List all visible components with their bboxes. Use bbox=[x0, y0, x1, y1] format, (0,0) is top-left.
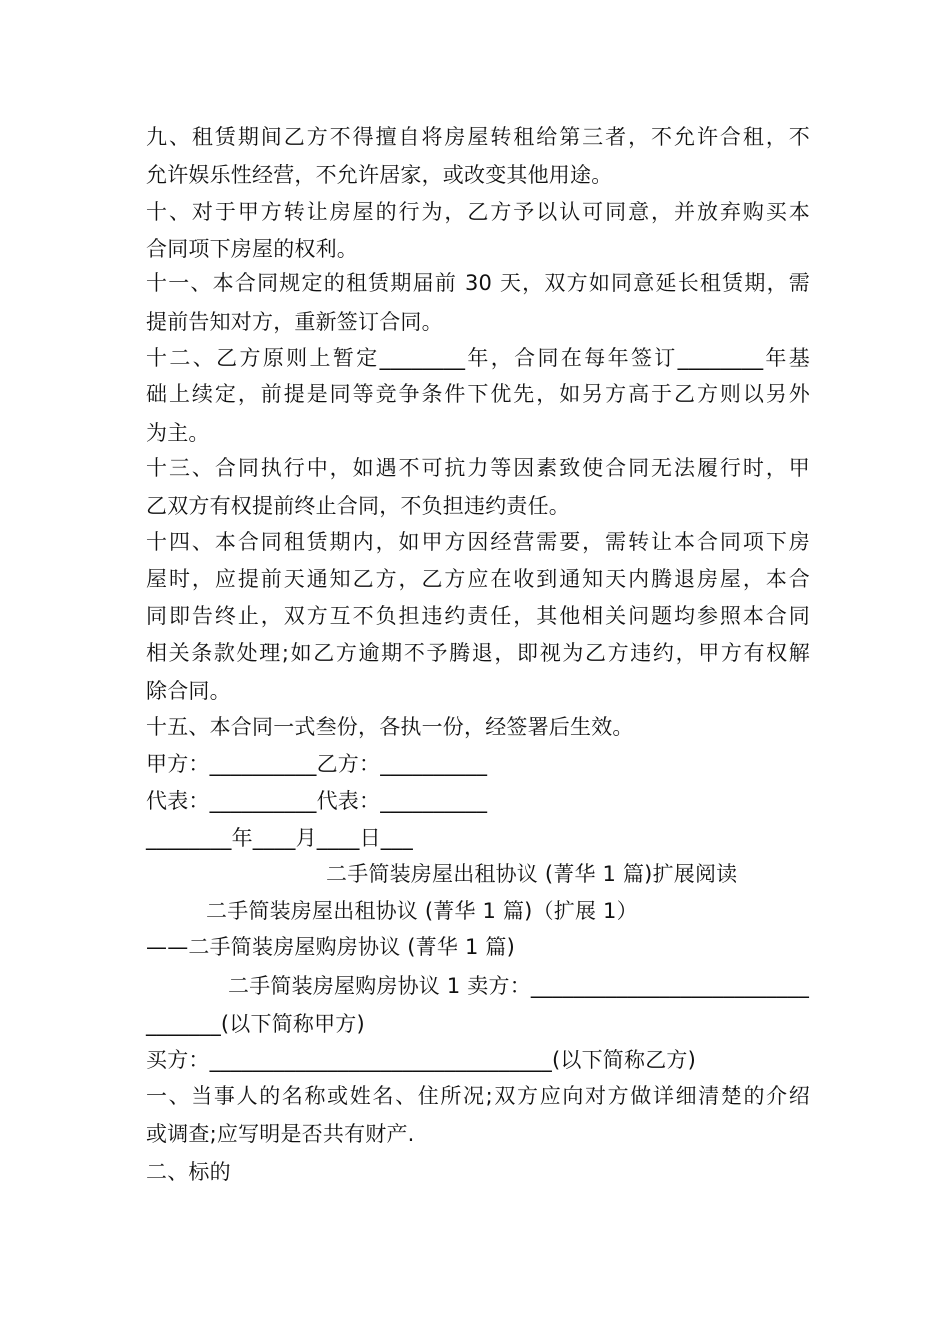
buyer-line: 买方：________________________________(以下简称乙方) bbox=[146, 1048, 696, 1072]
clause-14-line-1: 十四、本合同租赁期内，如甲方因经营需要，需转让本合同项下房 bbox=[146, 530, 810, 554]
clause-13-line-2: 乙双方有权提前终止合同，不负担违约责任。 bbox=[146, 494, 570, 518]
clause-14-line-4: 相关条款处理;如乙方逾期不予腾退，即视为乙方违约，甲方有权解 bbox=[146, 641, 810, 665]
seller-line: 二手简装房屋购房协议 1 卖方：__________________________ bbox=[228, 974, 810, 998]
extended-reading-heading: 二手简装房屋出租协议 (菁华 1 篇)扩展阅读 bbox=[326, 862, 738, 886]
clause-12-line-3: 为主。 bbox=[146, 421, 210, 445]
clause-12-line-1: 十二、乙方原则上暂定________年，合同在每年签订________年基 bbox=[146, 346, 810, 370]
clause-9-line-2: 允许娱乐性经营，不允许居家，或改变其他用途。 bbox=[146, 163, 613, 187]
representative-signature-line: 代表：__________代表：__________ bbox=[146, 789, 488, 813]
clause-9-line-1: 九、租赁期间乙方不得擅自将房屋转租给第三者，不允许合租，不 bbox=[146, 125, 810, 149]
clause-11-line-2: 提前告知对方，重新签订合同。 bbox=[146, 310, 443, 334]
seller-line-continued: _______(以下简称甲方) bbox=[146, 1012, 365, 1036]
clause-14-line-2: 屋时，应提前天通知乙方，乙方应在收到通知天内腾退房屋，本合 bbox=[146, 567, 810, 591]
clause-14-line-3: 同即告终止，双方互不负担违约责任，其他相关问题均参照本合同 bbox=[146, 604, 810, 628]
clause-13-line-1: 十三、合同执行中，如遇不可抗力等因素致使合同无法履行时，甲 bbox=[146, 456, 810, 480]
extension-title: 二手简装房屋出租协议 (菁华 1 篇)（扩展 1） bbox=[206, 899, 638, 923]
party-signature-line: 甲方：__________乙方：__________ bbox=[146, 752, 488, 776]
purchase-agreement-subtitle: ——二手简装房屋购房协议 (菁华 1 篇) bbox=[146, 935, 515, 959]
clause-15: 十五、本合同一式叁份，各执一份，经签署后生效。 bbox=[146, 715, 634, 739]
clause-11-line-1: 十一、本合同规定的租赁期届前 30 天，双方如同意延长租赁期，需 bbox=[146, 271, 810, 295]
clause-10-line-1: 十、对于甲方转让房屋的行为，乙方予以认可同意，并放弃购买本 bbox=[146, 200, 810, 224]
date-line: ________年____月____日___ bbox=[146, 826, 413, 850]
clause-12-line-2: 础上续定，前提是同等竞争条件下优先，如另方高于乙方则以另外 bbox=[146, 382, 810, 406]
section-2-heading: 二、标的 bbox=[146, 1160, 231, 1184]
section-1-line-2: 或调查;应写明是否共有财产. bbox=[146, 1122, 415, 1146]
section-1-line-1: 一、当事人的名称或姓名、住所况;双方应向对方做详细清楚的介绍 bbox=[146, 1084, 810, 1108]
clause-10-line-2: 合同项下房屋的权利。 bbox=[146, 237, 358, 261]
clause-14-line-5: 除合同。 bbox=[146, 679, 231, 703]
